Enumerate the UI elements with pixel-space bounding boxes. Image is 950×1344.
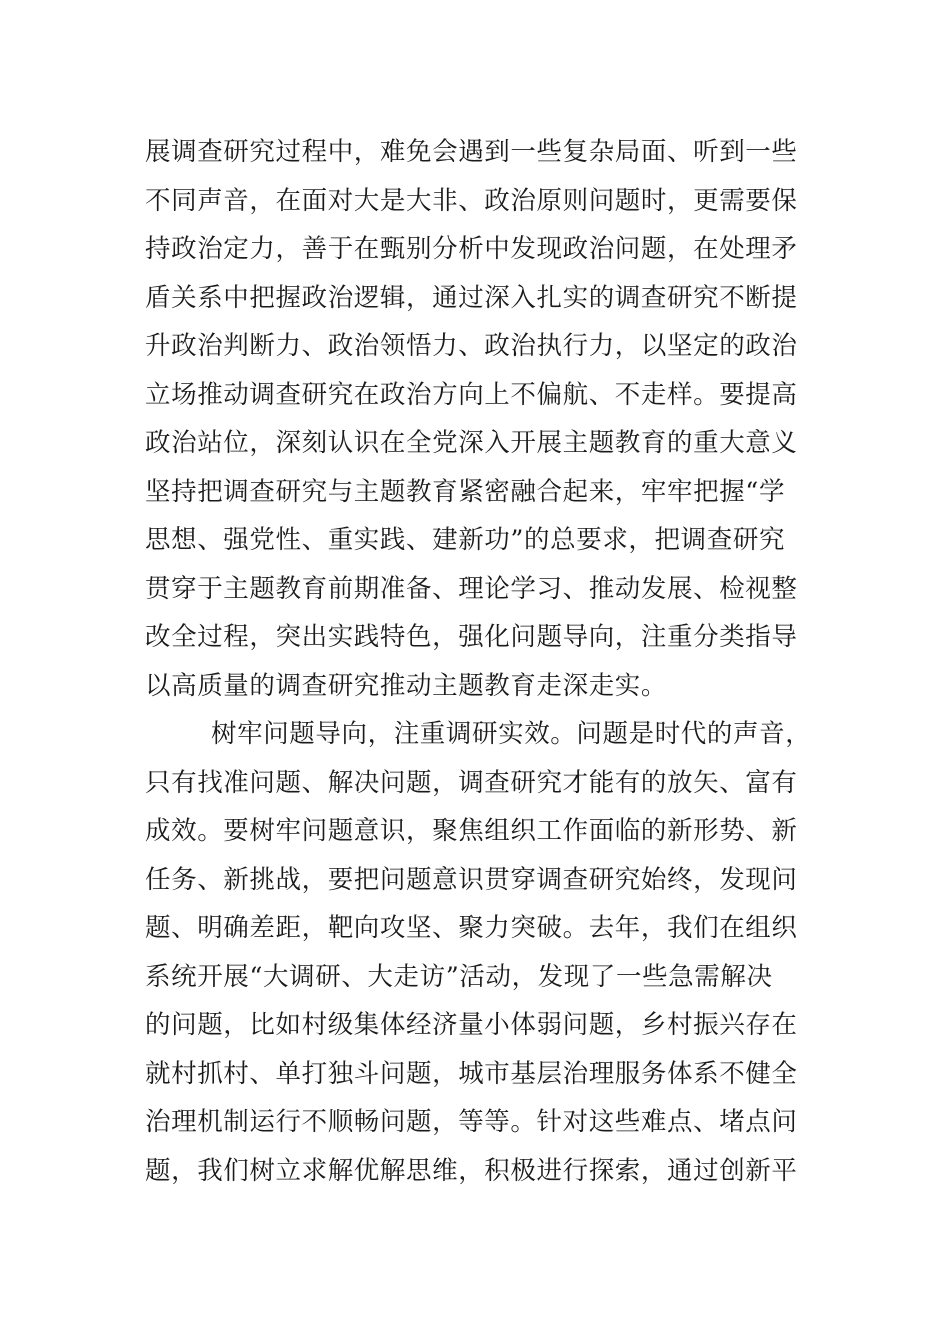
text-line: 政治站位，深刻认识在全党深入开展主题教育的重大意义 <box>145 428 798 458</box>
text-line: 题、明确差距，靶向攻坚、聚力突破。去年，我们在组织 <box>145 913 798 943</box>
paragraph-2 <box>145 710 845 1195</box>
text-line: 立场推动调查研究在政治方向上不偏航、不走样。要提高 <box>145 379 798 410</box>
text-line: 任务、新挑战，要把问题意识贯穿调查研究始终，发现问 <box>145 864 798 895</box>
text-line: 以高质量的调查研究推动主题教育走深走实。 <box>145 670 668 701</box>
paragraph-1 <box>145 128 845 710</box>
text-line: 持政治定力，善于在甄别分析中发现政治问题，在处理矛 <box>145 234 798 264</box>
text-line: 成效。要树牢问题意识，聚焦组织工作面临的新形势、新 <box>145 816 798 846</box>
text-line: 展调查研究过程中，难免会遇到一些复杂局面、听到一些 <box>145 137 798 167</box>
text-line: 盾关系中把握政治逻辑，通过深入扎实的调查研究不断提 <box>145 282 798 313</box>
text-line-indented: 树牢问题导向，注重调研实效。问题是时代的声音， <box>211 719 812 749</box>
text-line: 贯穿于主题教育前期准备、理论学习、推动发展、检视整 <box>145 573 798 604</box>
text-line: 升政治判断力、政治领悟力、政治执行力，以坚定的政治 <box>145 331 798 361</box>
text-line: 思想、强党性、重实践、建新功”的总要求，把调查研究 <box>145 525 786 555</box>
document-body <box>145 128 845 1195</box>
text-line: 治理机制运行不顺畅问题，等等。针对这些难点、堵点问 <box>145 1107 798 1137</box>
text-line: 只有找准问题、解决问题，调查研究才能有的放矢、富有 <box>145 767 798 798</box>
text-line: 不同声音，在面对大是大非、政治原则问题时，更需要保 <box>145 185 798 216</box>
text-line: 坚持把调查研究与主题教育紧密融合起来，牢牢把握“学 <box>145 476 786 507</box>
text-line: 系统开展“大调研、大走访”活动，发现了一些急需解决 <box>145 961 773 992</box>
text-line: 的问题，比如村级集体经济量小体弱问题，乡村振兴存在 <box>145 1010 798 1040</box>
text-line: 就村抓村、单打独斗问题，城市基层治理服务体系不健全 <box>145 1058 798 1089</box>
text-line: 题，我们树立求解优解思维，积极进行探索，通过创新平 <box>145 1155 798 1186</box>
text-line: 改全过程，突出实践特色，强化问题导向，注重分类指导 <box>145 622 798 652</box>
